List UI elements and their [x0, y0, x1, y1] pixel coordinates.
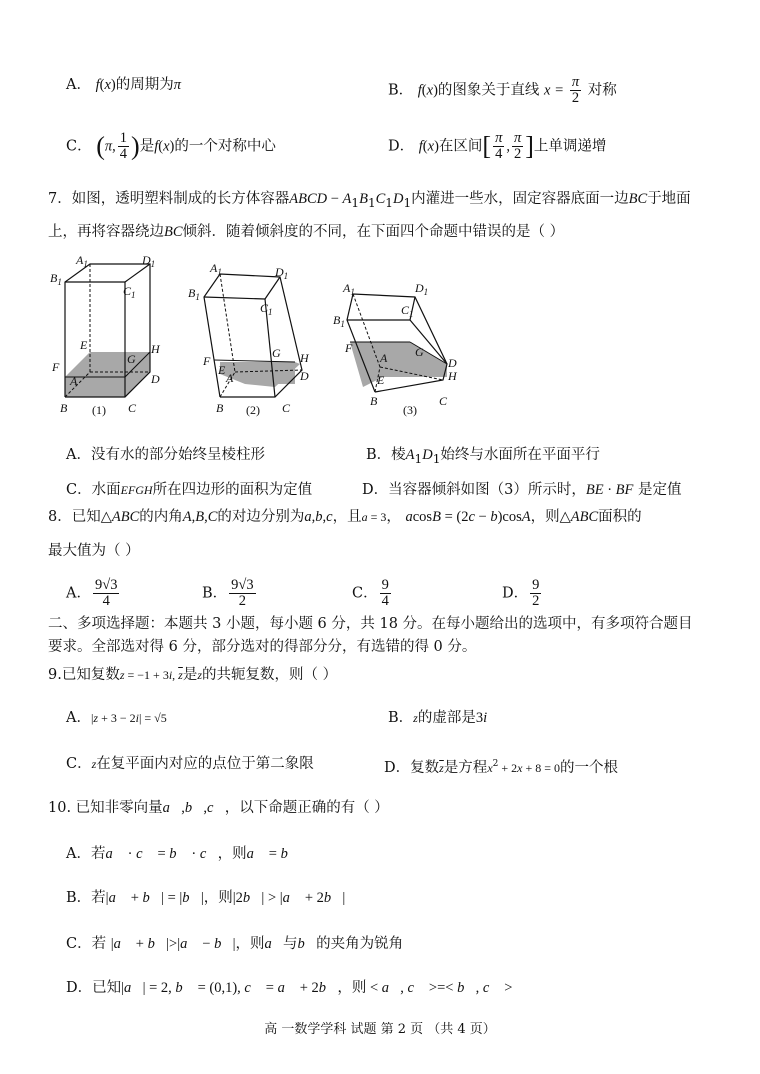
svg-text:H: H	[448, 369, 457, 383]
svg-text:C1: $C_1$	[401, 303, 414, 319]
q10-stem: 10. 已知非零向量a⃗,b⃗,c⃗，以下命题正确的有（ ）	[48, 800, 389, 816]
q6-option-b-text: 的图象关于直线	[437, 82, 540, 99]
svg-text:E: E	[80, 338, 88, 352]
svg-text:G: G	[415, 345, 424, 359]
svg-text:B: B	[60, 401, 68, 415]
q8-stem-line2: 最大值为（ ）	[48, 543, 140, 559]
svg-text:B: B	[370, 394, 378, 408]
svg-text:B: B	[216, 401, 224, 415]
figure-3-label: (3)	[403, 403, 417, 417]
figure-3	[333, 281, 458, 417]
svg-text:F: F	[52, 360, 60, 374]
svg-text:D1: $D_1$	[275, 265, 289, 281]
q7-figures	[40, 252, 480, 422]
svg-text:C: C	[128, 401, 137, 415]
q6-option-c-label: C．	[66, 138, 92, 155]
svg-text:D: D	[448, 356, 457, 370]
svg-text:H: H	[300, 351, 309, 365]
svg-text:E: E	[377, 373, 385, 387]
svg-text:B1: $B_1$	[188, 286, 200, 302]
svg-text:D1: $D_1$	[415, 281, 429, 297]
svg-text:A: A	[226, 371, 234, 385]
svg-text:F: F	[203, 354, 211, 368]
q6-option-a-label: A．	[66, 77, 91, 93]
svg-text:B1: $B_1$	[333, 313, 345, 329]
svg-text:A1: $A_1$	[343, 281, 355, 297]
svg-text:G: G	[127, 352, 136, 366]
section2-heading-line2: 要求。全部选对得 6 分，部分选对的得部分分，有选错的得 0 分。	[48, 639, 477, 655]
figure-2-label: (2)	[246, 403, 260, 417]
q9-stem: 9.已知复数z = −1 + 3i, $\overline{z}$是z的共轭复数，则（ ）	[48, 667, 338, 683]
figure-1-label: (1)	[92, 403, 106, 417]
q7-stem-line2: 上，再将容器绕边BC倾斜．随着倾斜度的不同，在下面四个命题中错误的是（ ）	[48, 224, 565, 240]
svg-text:H: H	[151, 342, 160, 356]
svg-text:C1: $C_1$	[260, 301, 273, 317]
svg-text:G: G	[272, 346, 281, 360]
svg-text:A1: $A_1$	[76, 253, 88, 269]
figure-2	[188, 261, 310, 417]
q7-stem-line1: 7．如图，透明塑料制成的长方体容器ABCD − $A_1B_1C_1D_1$内灌进一些水，固定容器底面一边BC于地面	[48, 191, 691, 210]
fraction-pi-2: $\frac{\pi}{2}$	[571, 74, 580, 106]
q6-option-d-label: D．	[388, 138, 415, 155]
svg-text:D1: $D_1$	[142, 253, 156, 269]
q6-option-a-text: 的周期为	[115, 77, 174, 93]
section2-heading-line1: 二、多项选择题：本题共 3 小题，每小题 6 分，共 18 分。在每小题给出的选项中，有多项符合题目	[48, 616, 693, 632]
q6-option-b-label: B．	[388, 82, 414, 99]
math-fx: f	[95, 77, 100, 93]
svg-text:B1: $B_1$	[50, 271, 62, 287]
q7-option-a: A．没有水的部分始终呈棱柱形	[66, 447, 265, 463]
svg-text:F: F	[345, 341, 353, 355]
svg-text:A: A	[380, 351, 388, 365]
svg-text:A: A	[70, 374, 78, 388]
svg-text:A1: $A_1$	[210, 261, 222, 277]
svg-text:C: C	[282, 401, 291, 415]
figure-1	[50, 253, 161, 417]
svg-text:D: D	[151, 372, 160, 386]
svg-text:C1: $C_1$	[123, 284, 136, 300]
svg-text:E: E	[218, 363, 226, 377]
svg-text:C: C	[439, 394, 448, 408]
q8-stem: 8．已知△ABC的内角A,B,C的对边分别为a,b,c，且a = 3， acosB = (2c − b)cosA，则△ABC面积的	[48, 509, 642, 525]
svg-text:D: D	[300, 369, 309, 383]
page-footer: 高 一数学学科 试题 第 2 页 （共 4 页）	[264, 1022, 496, 1037]
